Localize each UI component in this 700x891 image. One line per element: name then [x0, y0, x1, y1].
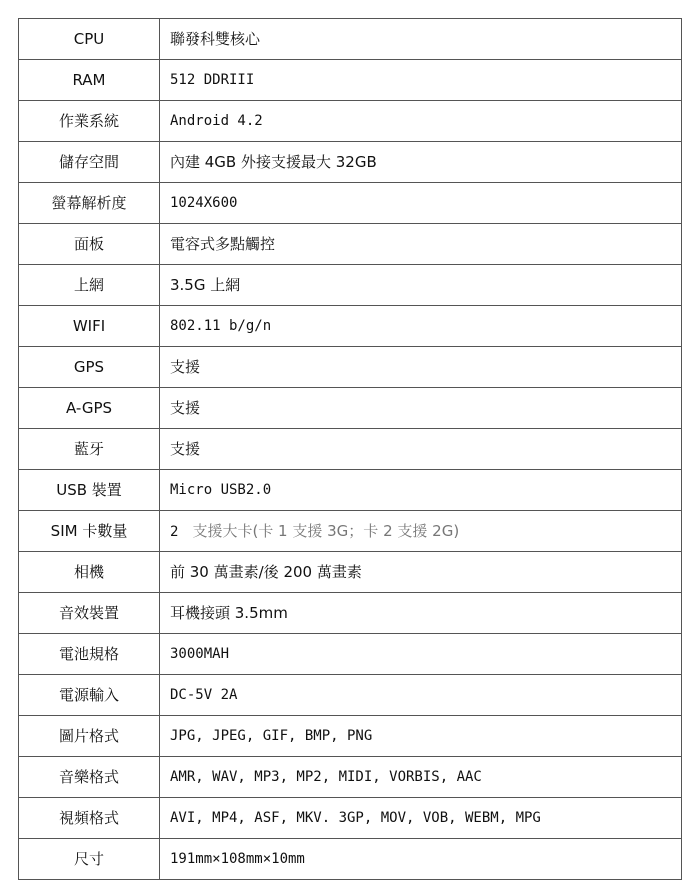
spec-value-cell — [160, 511, 682, 552]
spec-value: Android 4.2 — [160, 101, 682, 142]
spec-value: 191mm×108mm×10mm — [160, 839, 682, 880]
spec-row-power — [19, 675, 682, 716]
spec-row-video-formats — [19, 798, 682, 839]
spec-row-os — [19, 101, 682, 142]
spec-row-bluetooth — [19, 429, 682, 470]
spec-row-cpu — [19, 19, 682, 60]
spec-value: 3.5G 上網 — [160, 265, 682, 306]
spec-row-usb — [19, 470, 682, 511]
spec-value: 802.11 b/g/n — [160, 306, 682, 347]
spec-value: 支援 — [160, 429, 682, 470]
spec-label: 儲存空間 — [19, 142, 160, 183]
spec-label: 作業系統 — [19, 101, 160, 142]
spec-label: 圖片格式 — [19, 716, 160, 757]
spec-value: 耳機接頭 3.5mm — [160, 593, 682, 634]
spec-row-music-formats — [19, 757, 682, 798]
spec-label: GPS — [19, 347, 160, 388]
spec-label: 電源輸入 — [19, 675, 160, 716]
spec-note: 支援大卡(卡 1 支援 3G；卡 2 支援 2G) — [192, 521, 460, 540]
spec-value: 前 30 萬畫素/後 200 萬畫素 — [160, 552, 682, 593]
spec-value: 512 DDRIII — [160, 60, 682, 101]
spec-value: 電容式多點觸控 — [160, 224, 682, 265]
spec-label: A-GPS — [19, 388, 160, 429]
spec-value: 聯發科雙核心 — [160, 19, 682, 60]
spec-table — [18, 18, 682, 880]
spec-label: CPU — [19, 19, 160, 60]
spec-row-agps — [19, 388, 682, 429]
spec-row-image-formats — [19, 716, 682, 757]
spec-label: 相機 — [19, 552, 160, 593]
spec-row-ram — [19, 60, 682, 101]
spec-label: RAM — [19, 60, 160, 101]
spec-label: 面板 — [19, 224, 160, 265]
spec-value: 2 — [170, 523, 179, 540]
spec-label: 音效裝置 — [19, 593, 160, 634]
spec-value: Micro USB2.0 — [160, 470, 682, 511]
spec-row-audio — [19, 593, 682, 634]
spec-value: DC-5V 2A — [160, 675, 682, 716]
spec-label: SIM 卡數量 — [19, 511, 160, 552]
spec-row-gps — [19, 347, 682, 388]
spec-value: JPG, JPEG, GIF, BMP, PNG — [160, 716, 682, 757]
spec-label: 藍牙 — [19, 429, 160, 470]
spec-label: 尺寸 — [19, 839, 160, 880]
spec-label: USB 裝置 — [19, 470, 160, 511]
spec-value: 3000MAH — [160, 634, 682, 675]
spec-row-battery — [19, 634, 682, 675]
spec-row-camera — [19, 552, 682, 593]
spec-row-resolution — [19, 183, 682, 224]
spec-row-network — [19, 265, 682, 306]
spec-row-storage — [19, 142, 682, 183]
spec-row-wifi — [19, 306, 682, 347]
spec-value: 1024X600 — [160, 183, 682, 224]
spec-row-dimensions — [19, 839, 682, 880]
spec-value: 支援 — [160, 347, 682, 388]
spec-label: 電池規格 — [19, 634, 160, 675]
spec-label: 螢幕解析度 — [19, 183, 160, 224]
spec-label: 上網 — [19, 265, 160, 306]
spec-value: AVI, MP4, ASF, MKV. 3GP, MOV, VOB, WEBM, MPG — [160, 798, 682, 839]
spec-row-panel — [19, 224, 682, 265]
spec-value: AMR, WAV, MP3, MP2, MIDI, VORBIS, AAC — [160, 757, 682, 798]
spec-value: 內建 4GB 外接支援最大 32GB — [160, 142, 682, 183]
spec-label: WIFI — [19, 306, 160, 347]
spec-label: 音樂格式 — [19, 757, 160, 798]
spec-label: 視頻格式 — [19, 798, 160, 839]
spec-value: 支援 — [160, 388, 682, 429]
spec-row-sim — [19, 511, 682, 552]
